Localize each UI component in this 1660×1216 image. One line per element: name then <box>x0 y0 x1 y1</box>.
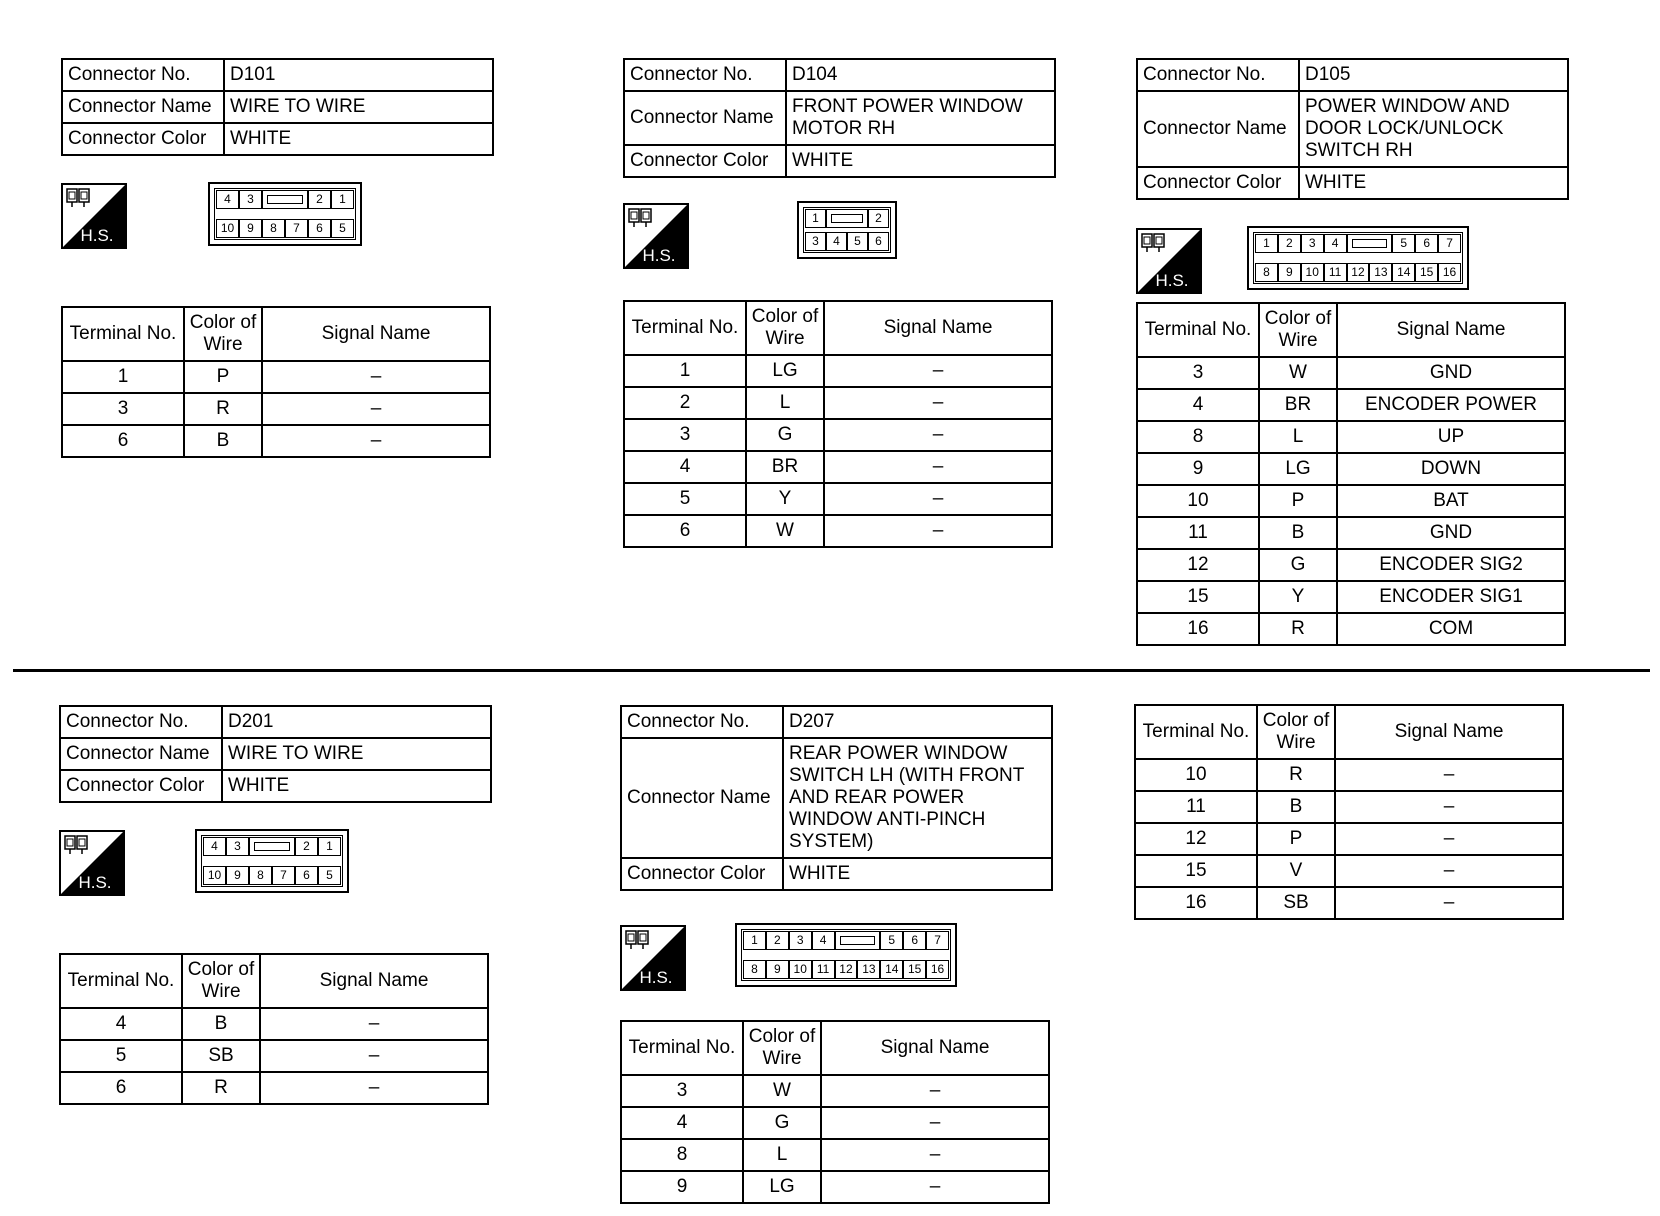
table-row <box>1137 357 1565 389</box>
table-row <box>621 1171 1049 1203</box>
connector-no-value: D105 <box>1299 59 1568 91</box>
terminal-no-cell: 16 <box>1137 613 1259 645</box>
label-connector-no: Connector No. <box>1137 59 1299 91</box>
hs-badge-icon <box>61 183 127 249</box>
wire-color-cell: B <box>1259 517 1337 549</box>
wire-color-cell: LG <box>743 1171 821 1203</box>
label-connector-name: Connector Name <box>621 738 783 858</box>
connector-pin: 10 <box>789 960 812 979</box>
label-connector-color: Connector Color <box>60 770 222 802</box>
table-header-row <box>60 954 488 1008</box>
terminal-no-cell: 3 <box>621 1075 743 1107</box>
connector-name-value: POWER WINDOW AND DOOR LOCK/UNLOCK SWITCH RH <box>1299 91 1568 167</box>
connector-pin: 5 <box>318 866 341 885</box>
signal-name-cell: ENCODER SIG1 <box>1337 581 1565 613</box>
terminal-no-cell: 1 <box>624 355 746 387</box>
connector-pin: 8 <box>262 219 285 238</box>
connector-no-value: D104 <box>786 59 1055 91</box>
connector-face-d104 <box>797 201 897 259</box>
signal-name-cell: GND <box>1337 517 1565 549</box>
signal-name-cell: – <box>1335 823 1563 855</box>
terminal-no-cell: 11 <box>1137 517 1259 549</box>
section-divider <box>13 669 1650 672</box>
table-row <box>624 451 1052 483</box>
wire-color-cell: W <box>746 515 824 547</box>
terminal-no-header: Terminal No. <box>62 307 184 361</box>
label-connector-color: Connector Color <box>621 858 783 890</box>
connector-pin: 10 <box>1301 263 1324 282</box>
wire-color-cell: SB <box>1257 887 1335 919</box>
signal-name-cell: – <box>821 1075 1049 1107</box>
signal-name-cell: – <box>824 515 1052 547</box>
connector-pin: 12 <box>835 960 858 979</box>
terminal-no-header: Terminal No. <box>60 954 182 1008</box>
terminal-no-cell: 3 <box>624 419 746 451</box>
connector-pin: 2 <box>1278 234 1301 253</box>
connector-pin: 6 <box>1415 234 1438 253</box>
connector-pin: 15 <box>903 960 926 979</box>
connector-pin: 2 <box>868 209 889 228</box>
color-of-wire-header: Color of Wire <box>1257 705 1335 759</box>
table-header-row <box>62 307 490 361</box>
table-row <box>62 425 490 457</box>
signal-name-cell: ENCODER SIG2 <box>1337 549 1565 581</box>
hs-label: H.S. <box>642 246 676 265</box>
terminal-table-d207 <box>620 1020 1050 1204</box>
connector-pin: 1 <box>318 837 341 856</box>
hs-badge-icon <box>620 925 686 991</box>
signal-name-cell: ENCODER POWER <box>1337 389 1565 421</box>
connector-key-lock <box>1347 234 1393 253</box>
signal-name-header: Signal Name <box>260 954 488 1008</box>
table-row <box>624 483 1052 515</box>
signal-name-cell: BAT <box>1337 485 1565 517</box>
table-row <box>1135 759 1563 791</box>
wire-color-cell: P <box>184 361 262 393</box>
wire-color-cell: V <box>1257 855 1335 887</box>
hs-badge-icon <box>59 830 125 896</box>
color-of-wire-header: Color of Wire <box>1259 303 1337 357</box>
terminal-no-cell: 10 <box>1137 485 1259 517</box>
terminal-no-cell: 2 <box>624 387 746 419</box>
terminal-no-header: Terminal No. <box>1135 705 1257 759</box>
table-header-row <box>1137 303 1565 357</box>
wire-color-cell: W <box>1259 357 1337 389</box>
connector-color-value: WHITE <box>1299 167 1568 199</box>
signal-name-cell: – <box>260 1040 488 1072</box>
connector-pin: 7 <box>285 219 308 238</box>
signal-name-header: Signal Name <box>1335 705 1563 759</box>
connector-pin: 14 <box>880 960 903 979</box>
wire-color-cell: L <box>743 1139 821 1171</box>
connector-pin: 8 <box>249 866 272 885</box>
wire-color-cell: BR <box>1259 389 1337 421</box>
connector-pin: 13 <box>1369 263 1392 282</box>
connector-info-d207 <box>620 705 1053 891</box>
table-row <box>1137 453 1565 485</box>
signal-name-cell: UP <box>1337 421 1565 453</box>
terminal-table-d207-continued <box>1134 704 1564 920</box>
connector-pin: 9 <box>239 219 262 238</box>
signal-name-cell: – <box>262 361 490 393</box>
terminal-no-header: Terminal No. <box>621 1021 743 1075</box>
connector-info-d104 <box>623 58 1056 178</box>
connector-pin: 8 <box>743 960 766 979</box>
table-row <box>624 387 1052 419</box>
connector-pin: 2 <box>308 190 331 209</box>
color-of-wire-header: Color of Wire <box>184 307 262 361</box>
hs-label: H.S. <box>78 873 112 892</box>
connector-pin: 10 <box>216 219 239 238</box>
connector-pin: 8 <box>1255 263 1278 282</box>
wire-color-cell: R <box>1257 759 1335 791</box>
table-row <box>1137 485 1565 517</box>
color-of-wire-header: Color of Wire <box>182 954 260 1008</box>
connector-no-value: D101 <box>224 59 493 91</box>
connector-name-value: FRONT POWER WINDOW MOTOR RH <box>786 91 1055 145</box>
wire-color-cell: B <box>1257 791 1335 823</box>
connector-pin: 3 <box>226 837 249 856</box>
signal-name-cell: – <box>821 1107 1049 1139</box>
table-row <box>1137 581 1565 613</box>
connector-key-lock <box>262 190 308 209</box>
signal-name-cell: – <box>262 393 490 425</box>
wire-color-cell: LG <box>746 355 824 387</box>
table-row <box>1137 549 1565 581</box>
terminal-no-cell: 11 <box>1135 791 1257 823</box>
connector-pin: 16 <box>926 960 949 979</box>
table-row <box>624 515 1052 547</box>
terminal-no-cell: 4 <box>1137 389 1259 421</box>
connector-pin: 5 <box>880 931 903 950</box>
label-connector-no: Connector No. <box>62 59 224 91</box>
terminal-no-cell: 5 <box>624 483 746 515</box>
label-connector-name: Connector Name <box>1137 91 1299 167</box>
wire-color-cell: G <box>1259 549 1337 581</box>
connector-name-value: WIRE TO WIRE <box>224 91 493 123</box>
signal-name-cell: – <box>262 425 490 457</box>
label-connector-no: Connector No. <box>621 706 783 738</box>
label-connector-name: Connector Name <box>624 91 786 145</box>
wire-color-cell: R <box>182 1072 260 1104</box>
table-row <box>624 355 1052 387</box>
connector-pin: 4 <box>1324 234 1347 253</box>
table-row <box>621 1139 1049 1171</box>
color-of-wire-header: Color of Wire <box>743 1021 821 1075</box>
terminal-no-cell: 9 <box>1137 453 1259 485</box>
wire-color-cell: LG <box>1259 453 1337 485</box>
wire-color-cell: L <box>746 387 824 419</box>
terminal-no-header: Terminal No. <box>624 301 746 355</box>
connector-name-value: REAR POWER WINDOW SWITCH LH (WITH FRONT AND REAR POWER WINDOW ANTI-PINCH SYSTEM) <box>783 738 1052 858</box>
signal-name-cell: – <box>821 1139 1049 1171</box>
wire-color-cell: L <box>1259 421 1337 453</box>
signal-name-cell: COM <box>1337 613 1565 645</box>
connector-face-d105 <box>1247 226 1469 290</box>
connector-color-value: WHITE <box>786 145 1055 177</box>
label-connector-name: Connector Name <box>62 91 224 123</box>
table-row <box>1137 421 1565 453</box>
hs-badge-icon <box>623 203 689 269</box>
connector-pin: 7 <box>926 931 949 950</box>
connector-pin: 3 <box>1301 234 1324 253</box>
connector-pin: 1 <box>1255 234 1278 253</box>
terminal-table-d104 <box>623 300 1053 548</box>
terminal-no-cell: 1 <box>62 361 184 393</box>
table-row <box>1135 791 1563 823</box>
connector-color-value: WHITE <box>783 858 1052 890</box>
terminal-no-cell: 15 <box>1137 581 1259 613</box>
table-row <box>60 1072 488 1104</box>
terminal-no-cell: 12 <box>1135 823 1257 855</box>
connector-pin: 10 <box>203 866 226 885</box>
connector-pin: 1 <box>743 931 766 950</box>
connector-color-value: WHITE <box>224 123 493 155</box>
wire-color-cell: P <box>1257 823 1335 855</box>
table-header-row <box>624 301 1052 355</box>
connector-pin: 13 <box>857 960 880 979</box>
connector-pin: 14 <box>1392 263 1415 282</box>
connector-info-d105 <box>1136 58 1569 200</box>
signal-name-cell: GND <box>1337 357 1565 389</box>
connector-face-d201 <box>195 829 349 893</box>
connector-pin: 9 <box>1278 263 1301 282</box>
connector-pin: 2 <box>295 837 318 856</box>
table-row <box>60 1008 488 1040</box>
color-of-wire-header: Color of Wire <box>746 301 824 355</box>
connector-key-lock <box>826 209 868 228</box>
table-header-row <box>621 1021 1049 1075</box>
signal-name-cell: – <box>260 1008 488 1040</box>
table-row <box>1137 613 1565 645</box>
signal-name-cell: – <box>824 483 1052 515</box>
table-row <box>1135 887 1563 919</box>
label-connector-color: Connector Color <box>624 145 786 177</box>
connector-pin: 11 <box>1324 263 1347 282</box>
connector-pin: 3 <box>805 232 826 251</box>
connector-pin: 5 <box>331 219 354 238</box>
table-row <box>1135 855 1563 887</box>
signal-name-cell: – <box>1335 855 1563 887</box>
terminal-no-cell: 15 <box>1135 855 1257 887</box>
connector-pin: 4 <box>826 232 847 251</box>
signal-name-cell: – <box>1335 791 1563 823</box>
connector-pin: 12 <box>1347 263 1370 282</box>
hs-label: H.S. <box>1155 271 1189 290</box>
signal-name-cell: – <box>824 451 1052 483</box>
signal-name-cell: – <box>1335 887 1563 919</box>
wire-color-cell: G <box>746 419 824 451</box>
connector-pin: 5 <box>847 232 868 251</box>
label-connector-no: Connector No. <box>624 59 786 91</box>
wire-color-cell: R <box>1259 613 1337 645</box>
terminal-no-cell: 16 <box>1135 887 1257 919</box>
terminal-table-d201 <box>59 953 489 1105</box>
connector-info-d201 <box>59 705 492 803</box>
connector-pin: 6 <box>295 866 318 885</box>
connector-pin: 4 <box>812 931 835 950</box>
terminal-no-cell: 8 <box>621 1139 743 1171</box>
table-row <box>1137 389 1565 421</box>
connector-key-lock <box>835 931 881 950</box>
table-row <box>1137 517 1565 549</box>
signal-name-cell: – <box>821 1171 1049 1203</box>
signal-name-header: Signal Name <box>824 301 1052 355</box>
terminal-no-cell: 4 <box>60 1008 182 1040</box>
table-header-row <box>1135 705 1563 759</box>
connector-color-value: WHITE <box>222 770 491 802</box>
wire-color-cell: Y <box>1259 581 1337 613</box>
wire-color-cell: G <box>743 1107 821 1139</box>
connector-pin: 15 <box>1415 263 1438 282</box>
connector-pin: 3 <box>789 931 812 950</box>
connector-pin: 4 <box>216 190 239 209</box>
connector-no-value: D201 <box>222 706 491 738</box>
terminal-no-cell: 8 <box>1137 421 1259 453</box>
connector-pin: 5 <box>1392 234 1415 253</box>
label-connector-color: Connector Color <box>1137 167 1299 199</box>
wire-color-cell: B <box>182 1008 260 1040</box>
connector-key-lock <box>249 837 295 856</box>
table-row <box>624 419 1052 451</box>
connector-name-value: WIRE TO WIRE <box>222 738 491 770</box>
wire-color-cell: B <box>184 425 262 457</box>
connector-pin: 16 <box>1438 263 1461 282</box>
signal-name-cell: – <box>824 387 1052 419</box>
connector-pin: 1 <box>331 190 354 209</box>
connector-pin: 11 <box>812 960 835 979</box>
terminal-no-cell: 10 <box>1135 759 1257 791</box>
table-row <box>621 1075 1049 1107</box>
terminal-no-cell: 4 <box>624 451 746 483</box>
terminal-no-cell: 3 <box>1137 357 1259 389</box>
signal-name-cell: – <box>824 419 1052 451</box>
terminal-table-d105 <box>1136 302 1566 646</box>
connector-pin: 6 <box>868 232 889 251</box>
signal-name-cell: DOWN <box>1337 453 1565 485</box>
signal-name-header: Signal Name <box>262 307 490 361</box>
table-row <box>1135 823 1563 855</box>
label-connector-name: Connector Name <box>60 738 222 770</box>
hs-label: H.S. <box>639 968 673 987</box>
connector-pin: 9 <box>226 866 249 885</box>
terminal-no-cell: 9 <box>621 1171 743 1203</box>
hs-label: H.S. <box>80 226 114 245</box>
signal-name-header: Signal Name <box>821 1021 1049 1075</box>
wire-color-cell: P <box>1259 485 1337 517</box>
terminal-no-cell: 5 <box>60 1040 182 1072</box>
connector-pin: 6 <box>308 219 331 238</box>
wire-color-cell: Y <box>746 483 824 515</box>
signal-name-header: Signal Name <box>1337 303 1565 357</box>
table-row <box>62 393 490 425</box>
terminal-no-cell: 4 <box>621 1107 743 1139</box>
connector-info-d101 <box>61 58 494 156</box>
signal-name-cell: – <box>1335 759 1563 791</box>
wire-color-cell: W <box>743 1075 821 1107</box>
terminal-no-cell: 3 <box>62 393 184 425</box>
label-connector-color: Connector Color <box>62 123 224 155</box>
connector-pin: 6 <box>903 931 926 950</box>
connector-pin: 1 <box>805 209 826 228</box>
table-row <box>621 1107 1049 1139</box>
wire-color-cell: BR <box>746 451 824 483</box>
label-connector-no: Connector No. <box>60 706 222 738</box>
connector-pin: 7 <box>272 866 295 885</box>
connector-face-d207 <box>735 923 957 987</box>
terminal-no-cell: 12 <box>1137 549 1259 581</box>
terminal-no-header: Terminal No. <box>1137 303 1259 357</box>
terminal-no-cell: 6 <box>62 425 184 457</box>
hs-badge-icon <box>1136 228 1202 294</box>
signal-name-cell: – <box>824 355 1052 387</box>
wire-color-cell: R <box>184 393 262 425</box>
table-row <box>62 361 490 393</box>
wire-color-cell: SB <box>182 1040 260 1072</box>
connector-pin: 2 <box>766 931 789 950</box>
terminal-table-d101 <box>61 306 491 458</box>
connector-pin: 4 <box>203 837 226 856</box>
connector-face-d101 <box>208 182 362 246</box>
terminal-no-cell: 6 <box>624 515 746 547</box>
connector-no-value: D207 <box>783 706 1052 738</box>
terminal-no-cell: 6 <box>60 1072 182 1104</box>
connector-pin: 9 <box>766 960 789 979</box>
signal-name-cell: – <box>260 1072 488 1104</box>
connector-pin: 7 <box>1438 234 1461 253</box>
table-row <box>60 1040 488 1072</box>
connector-pin: 3 <box>239 190 262 209</box>
